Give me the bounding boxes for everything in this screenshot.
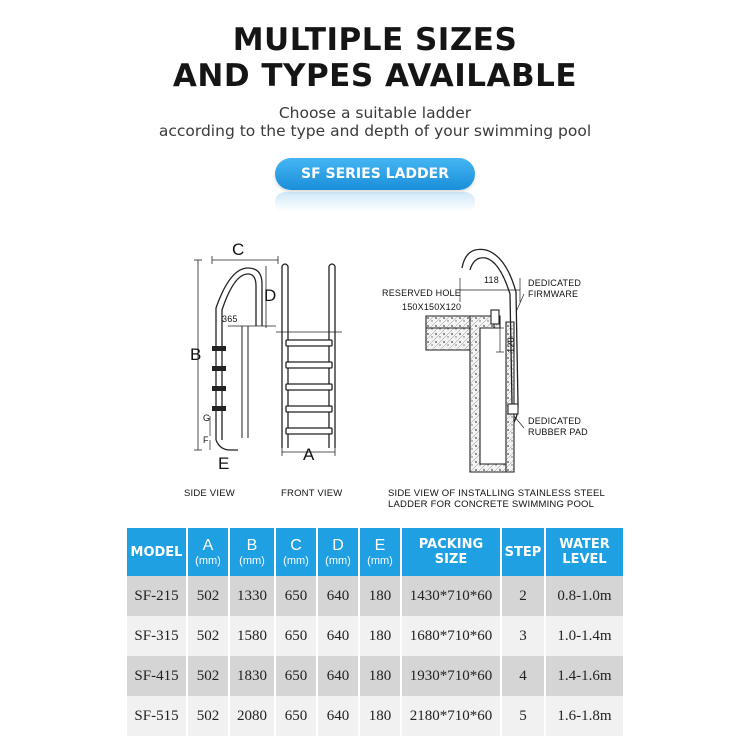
cell-d: 640 bbox=[317, 696, 359, 736]
cell-c: 650 bbox=[275, 696, 317, 736]
cell-model: SF-215 bbox=[127, 576, 187, 616]
table-row bbox=[127, 656, 623, 696]
dim-label-c: C bbox=[232, 240, 245, 259]
install-view-drawing bbox=[426, 249, 524, 472]
cell-d: 640 bbox=[317, 576, 359, 616]
subheading bbox=[0, 104, 750, 140]
subheading-line-1: Choose a suitable ladder bbox=[278, 104, 472, 122]
firmware-label-2: FIRMWARE bbox=[528, 289, 579, 299]
firmware-label-1: DEDICATED bbox=[528, 278, 582, 288]
cell-water-level: 0.8-1.0m bbox=[545, 576, 623, 616]
cell-packing: 1930*710*60 bbox=[401, 656, 501, 696]
headline-line-2: AND TYPES AVAILABLE bbox=[172, 58, 578, 94]
header-d: D (mm) bbox=[317, 528, 359, 576]
dim-label-b: B bbox=[190, 345, 202, 364]
front-view-caption: FRONT VIEW bbox=[281, 488, 343, 499]
cell-b: 2080 bbox=[229, 696, 275, 736]
table-row bbox=[127, 616, 623, 656]
cell-a: 502 bbox=[187, 616, 229, 656]
cell-e: 180 bbox=[359, 576, 401, 616]
cell-b: 1580 bbox=[229, 616, 275, 656]
cell-e: 180 bbox=[359, 696, 401, 736]
cell-e: 180 bbox=[359, 616, 401, 656]
table-row bbox=[127, 696, 623, 736]
header-e: E (mm) bbox=[359, 528, 401, 576]
cell-a: 502 bbox=[187, 656, 229, 696]
cell-water-level: 1.0-1.4m bbox=[545, 616, 623, 656]
cell-c: 650 bbox=[275, 616, 317, 656]
table-row bbox=[127, 576, 623, 616]
install-caption-line-1: SIDE VIEW OF INSTALLING STAINLESS STEEL bbox=[388, 488, 606, 499]
header-water-level: WATER LEVEL bbox=[545, 528, 623, 576]
cell-packing: 1680*710*60 bbox=[401, 616, 501, 656]
reserved-hole-label: RESERVED HOLE bbox=[382, 288, 461, 298]
subheading-line-2: according to the type and depth of your swimming pool bbox=[158, 122, 592, 140]
header-c: C (mm) bbox=[275, 528, 317, 576]
ladder-diagram bbox=[170, 228, 640, 518]
cell-packing: 2180*710*60 bbox=[401, 696, 501, 736]
dim-label-d: D bbox=[264, 286, 277, 305]
ladder-drawing bbox=[170, 228, 640, 518]
cell-model: SF-315 bbox=[127, 616, 187, 656]
cell-b: 1330 bbox=[229, 576, 275, 616]
cell-model: SF-515 bbox=[127, 696, 187, 736]
cell-packing: 1430*710*60 bbox=[401, 576, 501, 616]
cell-step: 5 bbox=[501, 696, 545, 736]
dim-label-g: G bbox=[203, 413, 211, 423]
headline bbox=[0, 22, 750, 94]
dim-label-f: F bbox=[203, 435, 209, 445]
side-view-caption: SIDE VIEW bbox=[184, 488, 235, 499]
header-a: A (mm) bbox=[187, 528, 229, 576]
header-b: B (mm) bbox=[229, 528, 275, 576]
spec-table-header bbox=[127, 528, 623, 576]
spec-table bbox=[127, 528, 623, 736]
rubber-pad-label-1: DEDICATED bbox=[528, 416, 582, 426]
cell-a: 502 bbox=[187, 696, 229, 736]
cell-step: 3 bbox=[501, 616, 545, 656]
dim-label-365: 365 bbox=[222, 314, 238, 324]
dim-120-label: 120 bbox=[505, 337, 516, 353]
cell-b: 1830 bbox=[229, 656, 275, 696]
cell-step: 4 bbox=[501, 656, 545, 696]
hole-size-label: 150X150X120 bbox=[402, 302, 462, 312]
header-step: STEP bbox=[501, 528, 545, 576]
install-caption-line-2: LADDER FOR CONCRETE SWIMMING POOL bbox=[388, 499, 595, 510]
cell-d: 640 bbox=[317, 656, 359, 696]
cell-c: 650 bbox=[275, 576, 317, 616]
rubber-pad-label-2: RUBBER PAD bbox=[528, 427, 588, 437]
series-button[interactable]: SF SERIES LADDER bbox=[275, 158, 475, 190]
header-model: MODEL bbox=[127, 528, 187, 576]
headline-line-1: MULTIPLE SIZES bbox=[232, 22, 518, 58]
cell-step: 2 bbox=[501, 576, 545, 616]
dim-118-label: 118 bbox=[484, 275, 499, 285]
front-view-drawing bbox=[276, 264, 342, 456]
cell-d: 640 bbox=[317, 616, 359, 656]
cell-a: 502 bbox=[187, 576, 229, 616]
cell-water-level: 1.4-1.6m bbox=[545, 656, 623, 696]
cell-water-level: 1.6-1.8m bbox=[545, 696, 623, 736]
series-button-reflection bbox=[275, 192, 475, 212]
series-badge bbox=[275, 158, 475, 212]
header-packing-size: PACKING SIZE bbox=[401, 528, 501, 576]
cell-model: SF-415 bbox=[127, 656, 187, 696]
cell-c: 650 bbox=[275, 656, 317, 696]
dim-label-a: A bbox=[303, 445, 315, 464]
cell-e: 180 bbox=[359, 656, 401, 696]
dim-label-e: E bbox=[218, 454, 230, 473]
